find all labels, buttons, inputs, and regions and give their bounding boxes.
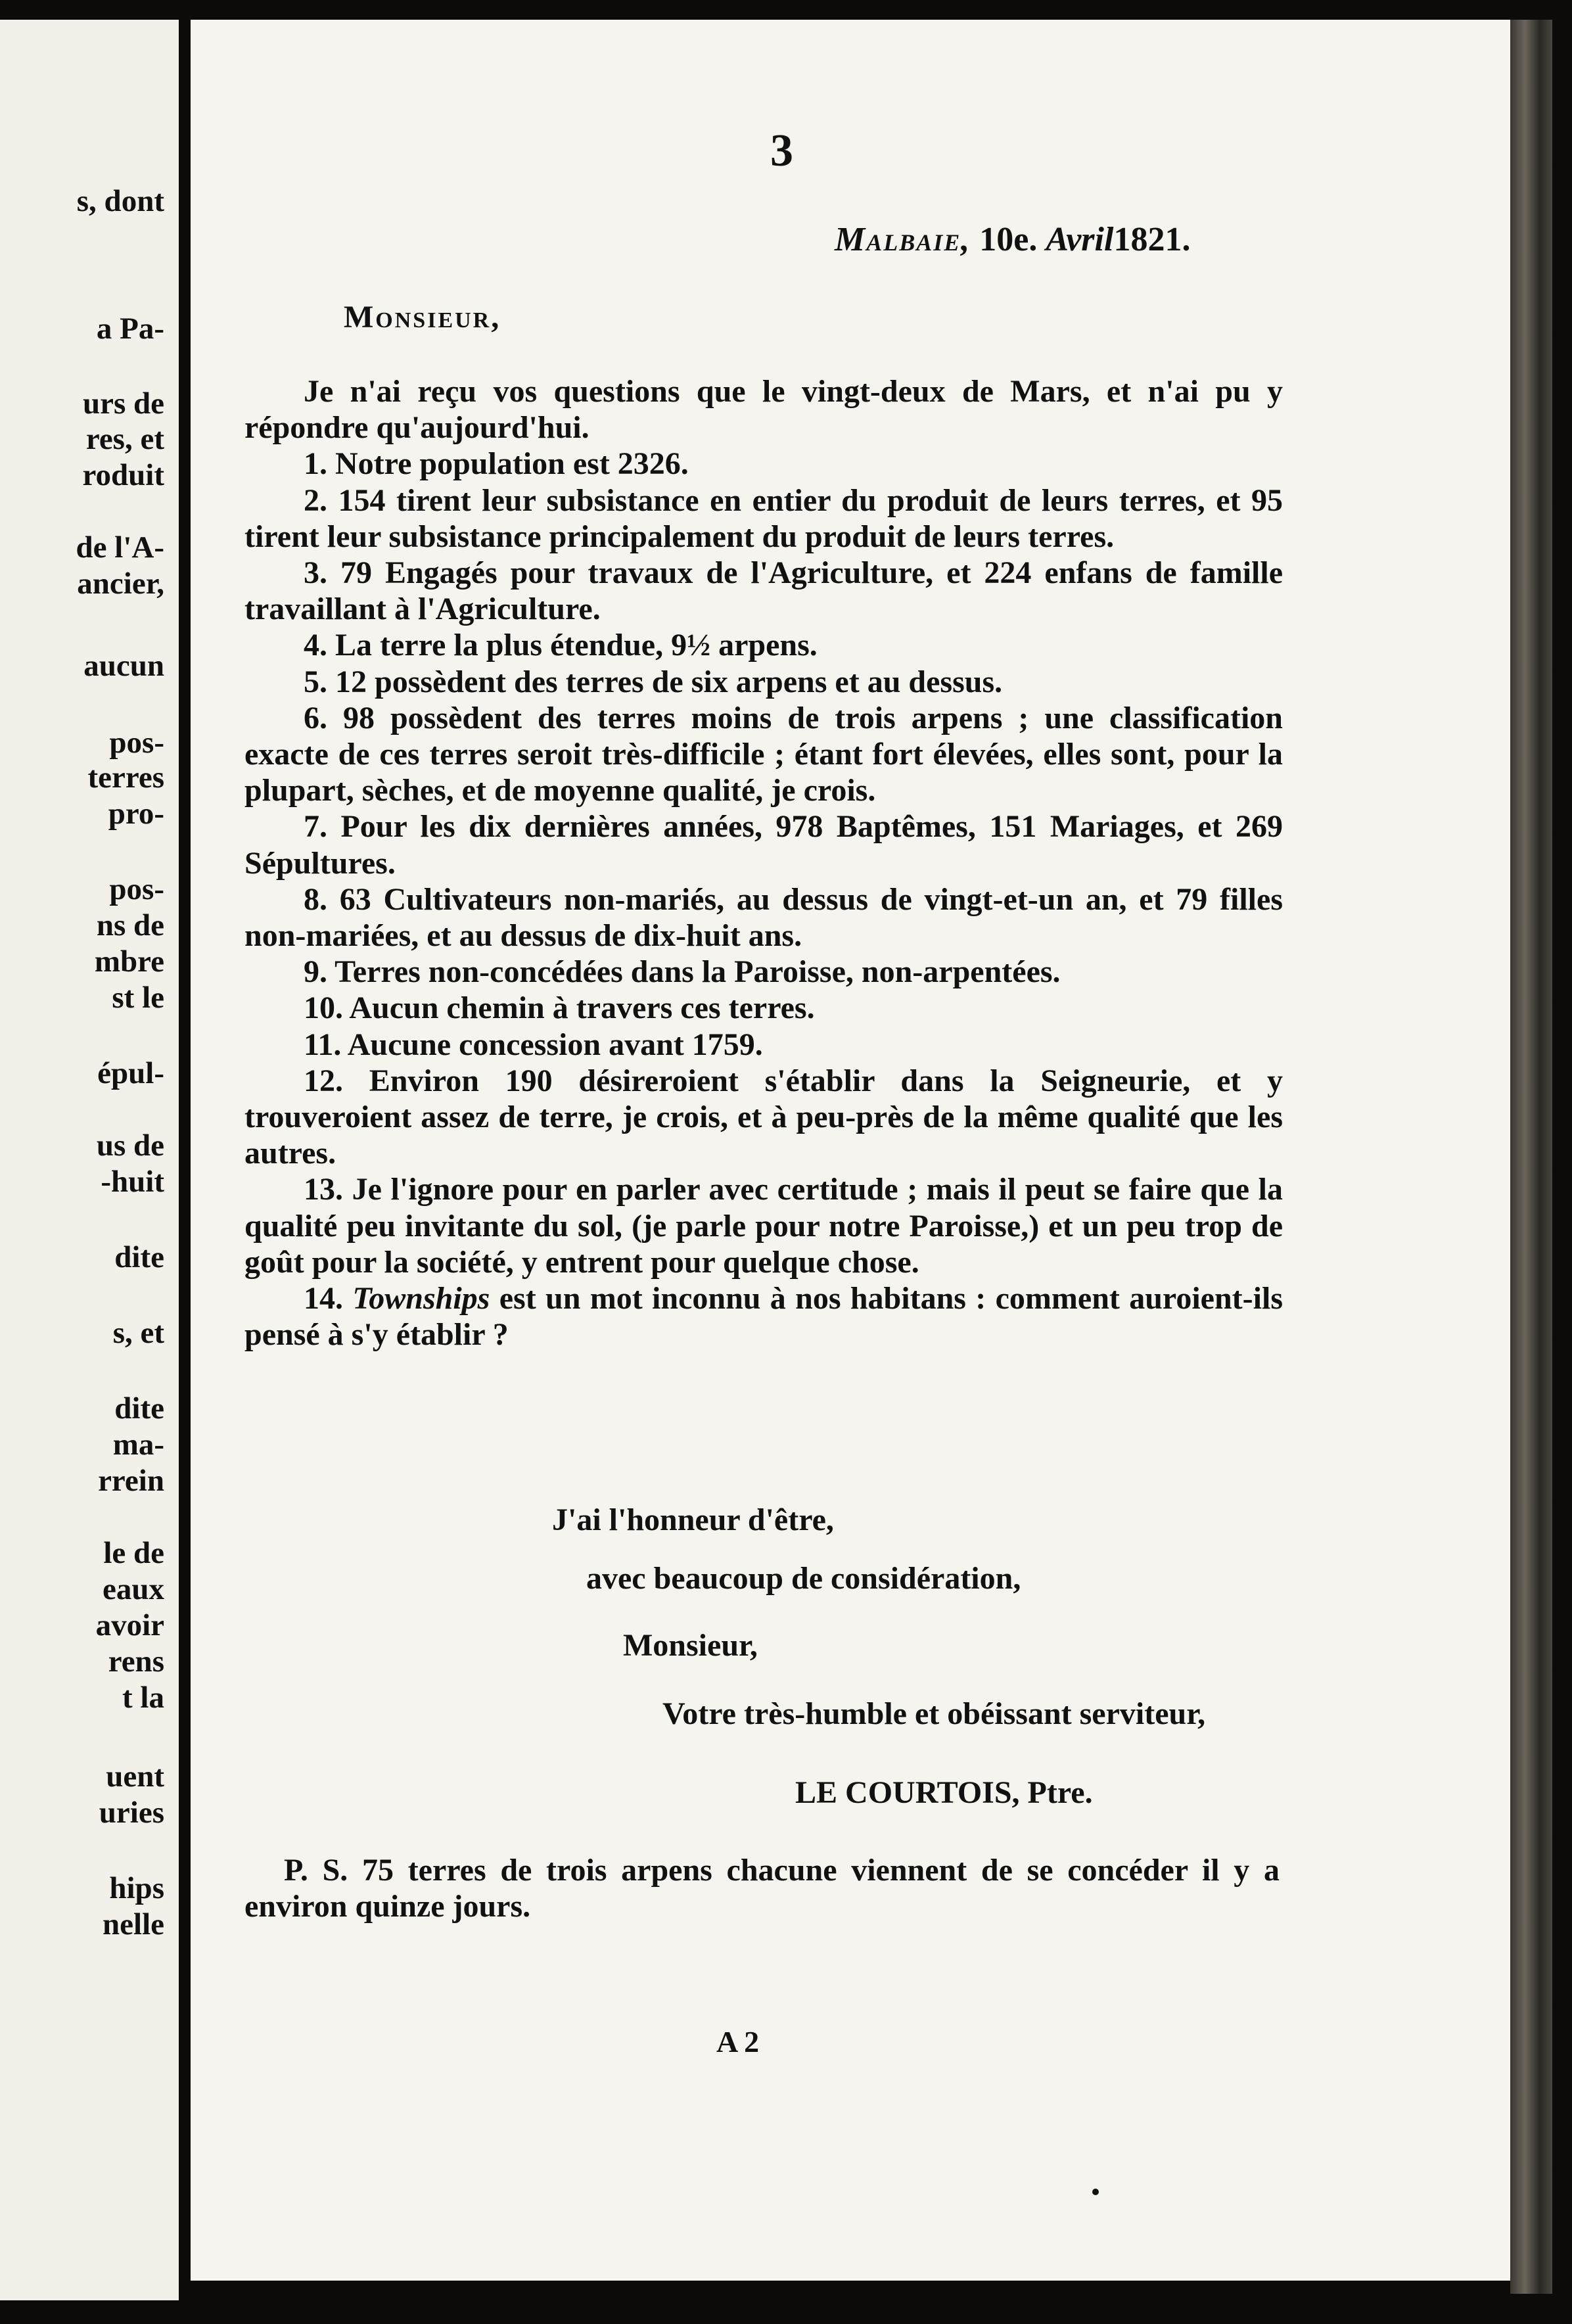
postscript-text: P. S. 75 terres de trois arpens chacune viennent de se concéder il y a environ quinze jours.	[244, 1853, 1280, 1924]
paragraph-answer-8: 8. 63 Cultivateurs non-mariés, au dessus de vingt-et-un an, et 79 filles non-mariées, et au dessus de dix-huit ans.	[244, 881, 1283, 954]
paragraph-answer-3: 3. 79 Engagés pour travaux de l'Agriculture, et 224 enfans de famille travaillant à l'Agriculture.	[244, 555, 1283, 627]
left-fragment: avoir	[95, 1608, 164, 1642]
left-fragment: pro-	[108, 797, 164, 831]
left-fragment: roduit	[82, 458, 164, 492]
left-fragment: us de	[96, 1128, 164, 1163]
left-fragment: a Pa-	[96, 312, 164, 346]
left-fragment: uent	[106, 1759, 164, 1794]
left-fragment: s, et	[112, 1316, 164, 1350]
answer-14-text: est un mot inconnu à nos habitans : comment auroient-ils pensé à s'y établir ?	[244, 1281, 1283, 1353]
left-fragment: urs de	[82, 386, 164, 421]
paragraph-answer-5: 5. 12 possèdent des terres de six arpens et au dessus.	[304, 664, 1003, 699]
left-fragment: terres	[87, 760, 164, 795]
paragraph-answer-1: 1. Notre population est 2326.	[304, 446, 689, 482]
paragraph-answer-4: 4. La terre la plus étendue, 9½ arpens.	[304, 628, 818, 663]
left-fragment: -huit	[101, 1165, 164, 1199]
dateline-month: Avril	[1046, 221, 1114, 258]
left-fragment: le de	[103, 1536, 164, 1570]
left-fragment: de l'A-	[76, 530, 164, 565]
paragraph-answer-11: 11. Aucune concession avant 1759.	[304, 1027, 763, 1062]
left-fragment: ancier,	[77, 567, 164, 601]
paragraph-answer-7: 7. Pour les dix dernières années, 978 Baptêmes, 151 Mariages, et 269 Sépultures.	[244, 809, 1283, 881]
paragraph-answer-10: 10. Aucun chemin à travers ces terres.	[304, 990, 815, 1026]
left-fragment: pos-	[109, 726, 164, 760]
dateline-year: 1821.	[1113, 221, 1191, 258]
left-fragment: dite	[114, 1240, 164, 1274]
closing-line-4: Votre très-humble et obéissant serviteur,	[662, 1696, 1206, 1731]
closing-line-2: avec beaucoup de considération,	[586, 1561, 1021, 1596]
left-fragment: mbre	[94, 944, 164, 979]
answer-14-italic-word: Townships	[352, 1281, 490, 1316]
closing-line-3: Monsieur,	[623, 1628, 758, 1663]
paragraph-answer-14	[244, 1280, 1283, 1353]
left-fragment: nelle	[103, 1907, 164, 1941]
postscript	[244, 1852, 1280, 1924]
dateline-place: Malbaie,	[835, 221, 971, 258]
salutation: Monsieur,	[344, 300, 501, 335]
dateline	[835, 220, 1190, 259]
paragraph-intro: Je n'ai reçu vos questions que le vingt-deux de Mars, et n'ai pu y répondre qu'aujourd'hui.	[244, 374, 1283, 446]
dateline-day: 10e.	[979, 221, 1038, 258]
left-fragment: st le	[112, 981, 164, 1015]
left-fragment: aucun	[83, 649, 164, 683]
left-fragment: dite	[114, 1391, 164, 1426]
left-fragment: t la	[122, 1681, 164, 1715]
left-fragment: s, dont	[76, 184, 164, 218]
left-fragment: uries	[99, 1796, 164, 1830]
left-fragment: ns de	[96, 908, 164, 942]
left-fragment: eaux	[103, 1572, 164, 1606]
left-fragment: rrein	[98, 1464, 164, 1498]
signature: LE COURTOIS, Ptre.	[795, 1775, 1093, 1810]
closing-line-1: J'ai l'honneur d'être,	[552, 1502, 834, 1537]
letter-body	[244, 373, 1283, 1353]
left-fragment: rens	[108, 1644, 164, 1679]
left-fragment: pos-	[109, 872, 164, 906]
left-fragment: hips	[109, 1871, 164, 1905]
ink-dot	[1092, 2189, 1099, 2195]
paragraph-answer-2: 2. 154 tirent leur subsistance en entier du produit de leurs terres, et 95 tirent leur subsistance principalement du produit de leurs terres.	[244, 482, 1283, 554]
left-fragment: res, et	[85, 422, 164, 456]
signature-mark: A 2	[716, 2025, 760, 2058]
paragraph-answer-12: 12. Environ 190 désireroient s'établir dans la Seigneurie, et y trouveroient assez de terre, je crois, et à peu-près de la même qualité que les autres.	[244, 1063, 1283, 1171]
left-fragment: ma-	[112, 1428, 164, 1462]
paragraph-answer-13: 13. Je l'ignore pour en parler avec certitude ; mais il peut se faire que la qualité peu invitante du sol, (je parle pour notre Paroisse,) et un peu trop de goût pour la société, y entrent pour quelque chose.	[244, 1172, 1283, 1280]
page-number: 3	[770, 126, 793, 176]
left-page-strip	[0, 20, 179, 2300]
book-page-edge	[1510, 20, 1552, 2294]
paragraph-answer-9: 9. Terres non-concédées dans la Paroisse, non-arpentées.	[304, 954, 1061, 990]
left-fragment: épul-	[97, 1056, 164, 1090]
paragraph-answer-6: 6. 98 possèdent des terres moins de trois arpens ; une classification exacte de ces terres seroit très-difficile ; étant fort élevées, elles sont, pour la plupart, sèches, et de moyenne qualité, je crois.	[244, 700, 1283, 808]
answer-14-number: 14.	[304, 1281, 343, 1316]
